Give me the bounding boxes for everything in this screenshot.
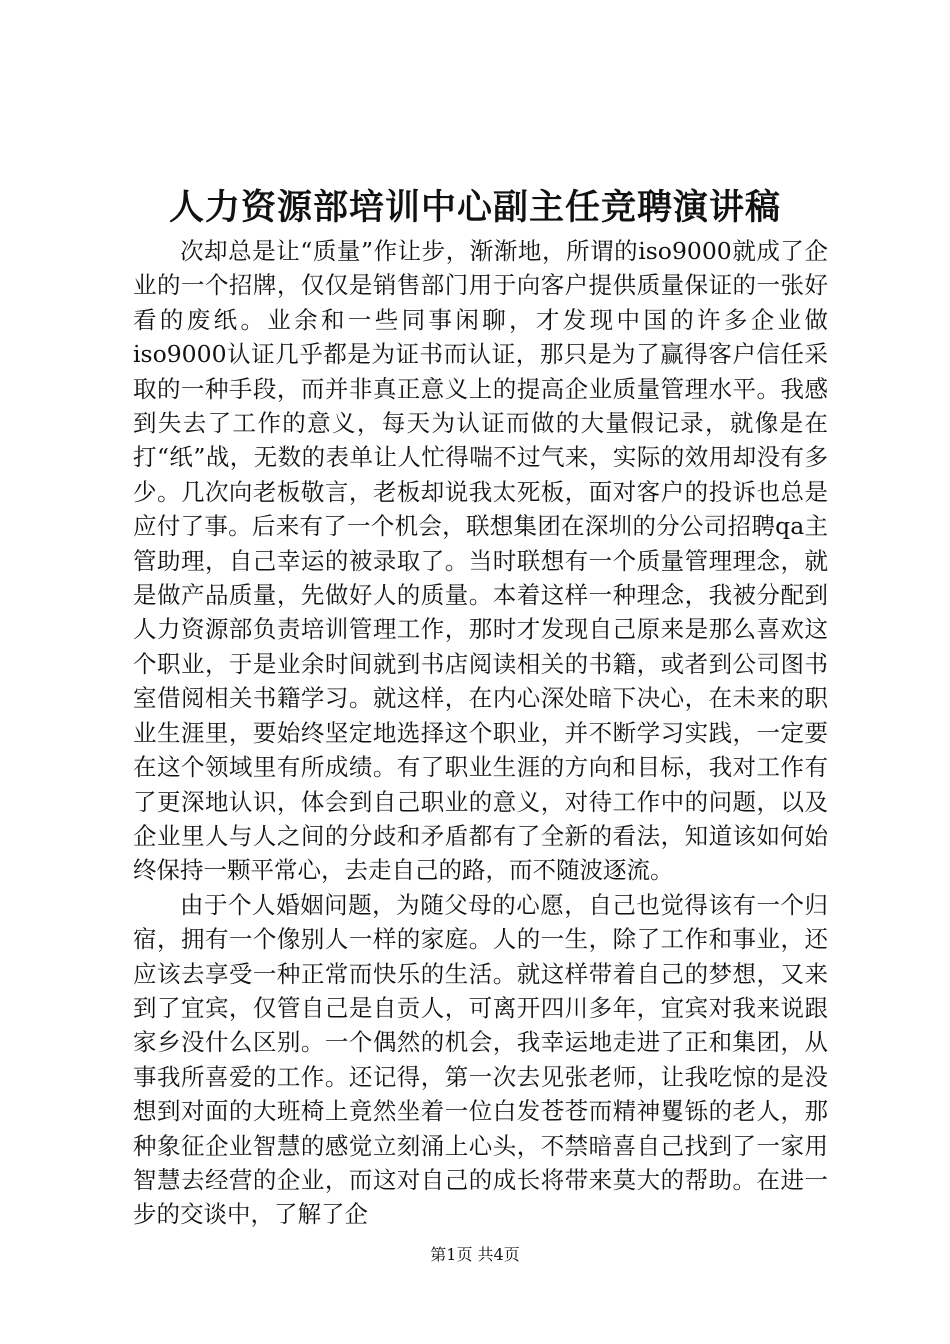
document-body [133, 234, 828, 1232]
body-paragraph-1: 次却总是让“质量”作让步，渐渐地，所谓的iso9000就成了企业的一个招牌，仅仅是销售部门用于向客户提供质量保证的一张好看的废纸。业余和一些同事闲聊，才发现中国的许多企业做iso9000认证几乎都是为证书而认证，那只是为了赢得客户信任采取的一种手段，而并非真正意义上的提高企业质量管理水平。我感到失去了工作的意义，每天为认证而做的大量假记录，就像是在打“纸”战，无数的表单让人忙得喘不过气来，实际的效用却没有多少。几次向老板敬言，老板却说我太死板，面对客户的投诉也总是应付了事。后来有了一个机会，联想集团在深圳的分公司招聘qa主管助理，自己幸运的被录取了。当时联想有一个质量管理理念，就是做产品质量，先做好人的质量。本着这样一种理念，我被分配到人力资源部负责培训管理工作，那时才发现自己原来是那么喜欢这个职业，于是业余时间就到书店阅读相关的书籍，或者到公司图书室借阅相关书籍学习。就这样，在内心深处暗下决心，在未来的职业生涯里，要始终坚定地选择这个职业，并不断学习实践，一定要在这个领域里有所成绩。有了职业生涯的方向和目标，我对工作有了更深地认识，体会到自己职业的意义，对待工作中的问题，以及企业里人与人之间的分歧和矛盾都有了全新的看法，知道该如何始终保持一颗平常心，去走自己的路，而不随波逐流。 [133, 237, 828, 885]
document-title: 人力资源部培训中心副主任竞聘演讲稿 [168, 187, 781, 228]
body-paragraph-2: 由于个人婚姻问题，为随父母的心愿，自己也觉得该有一个归宿，拥有一个像别人一样的家庭。人的一生，除了工作和事业，还应该去享受一种正常而快乐的生活。就这样带着自己的梦想，又来到了宜宾，仅管自己是自贡人，可离开四川多年，宜宾对我来说跟家乡没什么区别。一个偶然的机会，我幸运地走进了正和集团，从事我所喜爱的工作。还记得，第一次去见张老师，让我吃惊的是没想到对面的大班椅上竟然坐着一位白发苍苍而精神矍铄的老人，那种象征企业智慧的感觉立刻涌上心头，不禁暗喜自己找到了一家用智慧去经营的企业，而这对自己的成长将带来莫大的帮助。在进一步的交谈中，了解了企 [133, 890, 828, 1229]
page-number-footer: 第1页 共4页 [430, 1245, 520, 1264]
